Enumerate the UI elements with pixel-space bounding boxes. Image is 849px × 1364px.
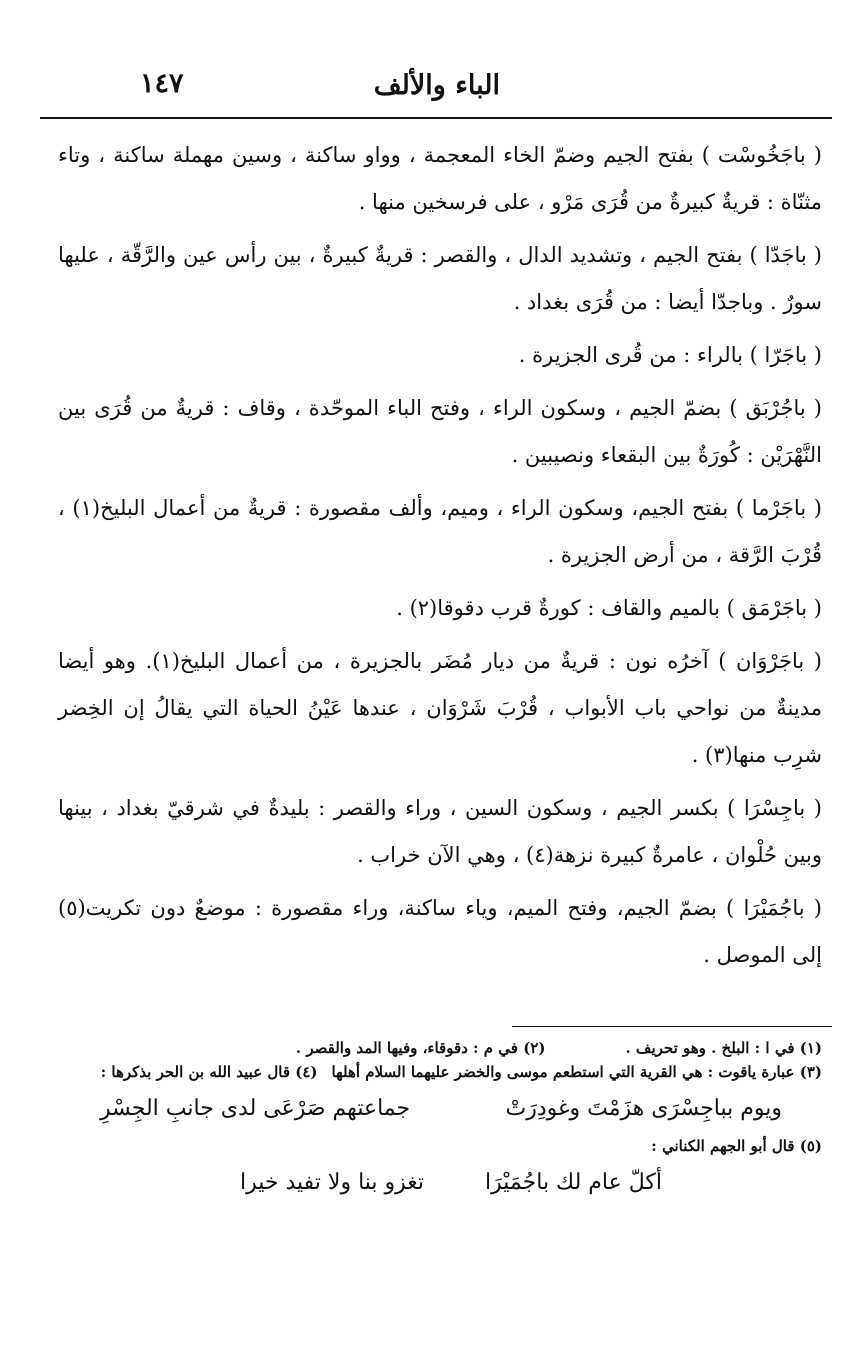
- footnote-1: (١) في ا : البلخ . وهو تحريف .: [625, 1039, 822, 1057]
- verse-1-first-hemistich: ويوم بباجِسْرَى هزَمْتَ وغودِرَتْ: [505, 1096, 782, 1121]
- entry-bajarwan: ( باجَرْوَان ) آخرُه نون : قريةٌ من ديار مُضَر بالجزيرة ، من أعمال البليخ(١). وهو أيضا مدينةٌ من نواحي باب الأبواب ، قُرْبَ شَرْوَان ، عندها عَيْنُ الحياة التي يقالُ إن الخِضر شرِب منها(٣) .: [58, 649, 822, 767]
- entry-bajarmaq: ( باجَرْمَق ) بالميم والقاف : كورةٌ قرب دقوقا(٢) .: [396, 596, 822, 620]
- dictionary-entries: [58, 132, 822, 985]
- verse-1-second-hemistich: جماعتهم صَرْعَى لدى جانبِ الجِسْرِ: [100, 1096, 411, 1121]
- page-header: [40, 58, 830, 118]
- running-title: الباء والألف: [373, 70, 500, 101]
- header-rule: [40, 117, 832, 119]
- entry-bajarra: ( باجَرّا ) بالراء : من قُرى الجزيرة .: [518, 343, 822, 367]
- footnote-rule: [512, 1026, 832, 1027]
- entry-bajumayra: ( باجُمَيْرَا ) بضمّ الجيم، وفتح الميم، وياء ساكنة، وراء مقصورة : موضعٌ دون تكريت(٥) إلى الموصل .: [58, 896, 822, 967]
- footnote-row-1-2: [70, 1036, 822, 1060]
- page-number: ١٤٧: [140, 68, 184, 99]
- footnote-2: (٢) في م : دقوقاء، وفيها المد والقصر .: [295, 1039, 546, 1057]
- entry-bajadda: ( باجَدّا ) بفتح الجيم ، وتشديد الدال ، والقصر : قريةٌ كبيرةٌ ، بين رأس عين والرَّقّة ، عليها سورٌ . وباجدّا أيضا : من قُرَى بغداد .: [58, 243, 822, 314]
- entry-bajurbaq: ( باجُرْبَق ) بضمّ الجيم ، وسكون الراء ، وفتح الباء الموحّدة ، وقاف : قريةٌ من قُرَى بين النَّهْرَيْن : كُورَةٌ بين البقعاء ونصيبين .: [58, 396, 822, 467]
- verse-1: [70, 1084, 822, 1134]
- entry-bajakhust: ( باجَخُوسْت ) بفتح الجيم وضمّ الخاء المعجمة ، وواو ساكنة ، وسين مهملة ساكنة ، وتاء مثنّاة : قريةٌ كبيرةٌ من قُرَى مَرْو ، على فرسخين منها .: [58, 143, 822, 214]
- footnote-5: (٥) قال أبو الجهم الكناني :: [651, 1137, 822, 1155]
- verse-2: [70, 1158, 822, 1208]
- footnote-row-3-4: [70, 1060, 822, 1084]
- entry-bajisra: ( باجِسْرَا ) بكسر الجيم ، وسكون السين ، وراء والقصر : بليدةٌ في شرقيّ بغداد ، بينها وبين حُلْوان ، عامرةٌ كبيرة نزهة(٤) ، وهي الآن خراب .: [58, 796, 822, 867]
- verse-2-second-hemistich: تغزو بنا ولا تفيد خيرا: [240, 1170, 425, 1195]
- footnote-4: (٤) قال عبيد الله بن الحر بذكرها :: [100, 1063, 318, 1081]
- footnotes: [70, 1036, 822, 1208]
- verse-2-first-hemistich: أكلّ عام لك باجُمَيْرَا: [485, 1170, 662, 1195]
- entry-bajarma: ( باجَرْما ) بفتح الجيم، وسكون الراء ، وميم، وألف مقصورة : قريةٌ من أعمال البليخ(١) ، قُرْبَ الرَّقة ، من أرض الجزيرة .: [58, 496, 822, 567]
- footnote-3: (٣) عبارة ياقوت : هي القرية التي استطعم موسى والخضر عليهما السلام أهلها: [331, 1063, 822, 1081]
